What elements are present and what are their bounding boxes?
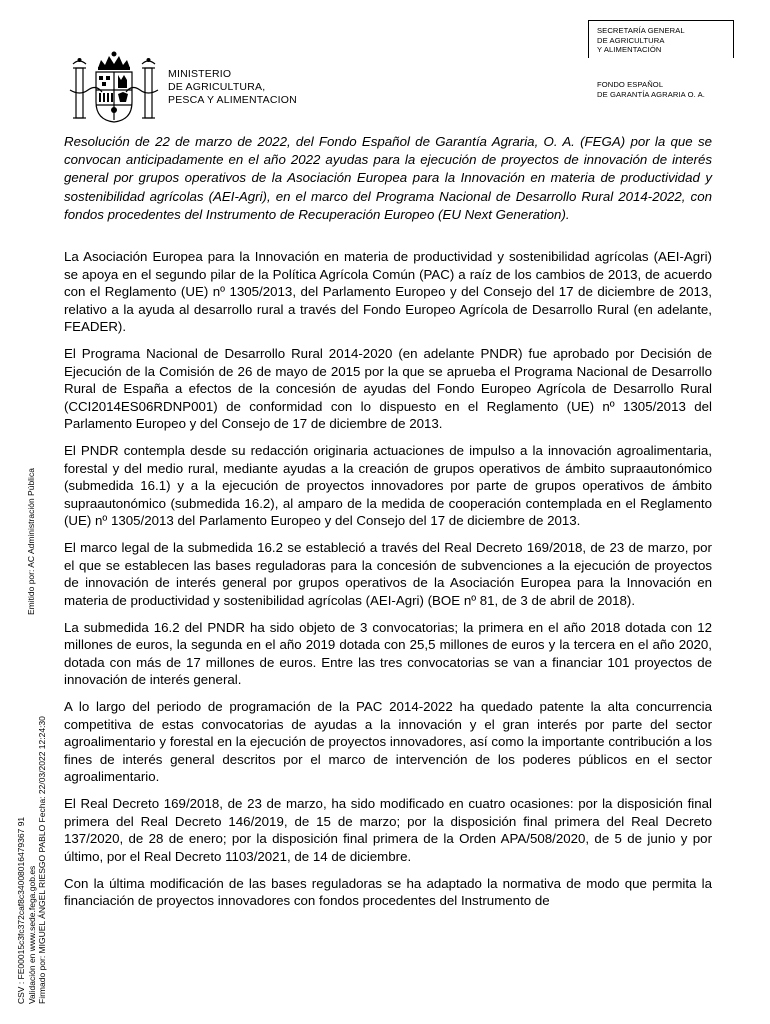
body-paragraph: Con la última modificación de las bases reguladoras se ha adaptado la normativa de modo que permita la financiación de proyectos innovadores con fondos procedentes del Instrumento de — [64, 875, 712, 908]
body-paragraph: El Real Decreto 169/2018, de 23 de marzo, ha sido modificado en cuatro ocasiones: por la disposición final primera del Real Decreto 146/2019, de 15 de marzo; por la disposición final primera del Real Decreto 137/2020, de 28 de enero; por la disposición final primera de la Orden APA/508/2020, de 5 de junio y por último, por el Real Decreto 1103/2021, de 14 de diciembre. — [64, 796, 712, 864]
secretaria-line: Y ALIMENTACIÓN — [597, 45, 662, 54]
ministry-line: PESCA Y ALIMENTACION — [168, 94, 297, 106]
secretaria-general-box — [588, 20, 734, 58]
csv-line: CSV : FE00015c3fc372caf8c34008016479367 91 — [16, 816, 26, 1004]
signed-by-line: Firmado por: MIGUEL ÁNGEL RIESGO PABLO Fecha: 22/03/2022 12:24:30 — [37, 716, 47, 1004]
fega-line: FONDO ESPAÑOL — [597, 80, 664, 89]
fega-line: DE GARANTÍA AGRARIA O. A. — [597, 90, 705, 99]
body-paragraph: El marco legal de la submedida 16.2 se estableció a través del Real Decreto 169/2018, de 23 de marzo, por el que se establecen las bases reguladoras para la concesión de subvenciones a la ejecución de proyectos de innovación de interés general por grupos operativos de la Asociación Europea para la Innovación en materia de productividad y sostenibilidad agrícolas (AEI-Agri) (BOE nº 81, de 3 de abril de 2018). — [64, 540, 712, 608]
secretaria-line: DE AGRICULTURA — [597, 35, 665, 45]
fega-name — [597, 80, 705, 100]
signature-margin-text — [16, 716, 48, 1004]
body-paragraph: El PNDR contempla desde su redacción originaria actuaciones de impulso a la innovación agroalimentaria, forestal y del medio rural, mediante ayudas a la creación de grupos operativos de ámbito supraautonómico (submedida 16.1) y a la ejecución de proyectos innovadores por parte de grupos operativos de ámbito supraautonómico (submedida 16.2), al amparo de la medida de cooperación contemplada en el Reglamento (UE) nº 1305/2013 del Parlamento Europeo y del Consejo del 17 de diciembre de 2013. — [64, 443, 712, 528]
ministry-name — [168, 68, 297, 107]
secretaria-line: SECRETARÍA GENERAL — [597, 26, 685, 35]
body-paragraph: La Asociación Europea para la Innovación en materia de productividad y sostenibilidad agrícolas (AEI-Agri) se apoya en el segundo pilar de la Política Agrícola Común (PAC) a raíz de los cambios de 2013, de acuerdo con el Reglamento (UE) nº 1305/2013, del Parlamento Europeo y del Consejo del 17 de diciembre de 2013, relativo a la ayuda al desarrollo rural a través del Fondo Europeo Agrícola de Desarrollo Rural (en adelante, FEADER). — [64, 249, 712, 334]
resolution-title: Resolución de 22 de marzo de 2022, del Fondo Español de Garantía Agraria, O. A. (FEGA) por la que se convocan anticipadamente en el año 2022 ayudas para la ejecución de proyectos de innovación de interés general por grupos operativos de la Asociación Europea para la Innovación en materia de productividad y sostenibilidad agrícolas (AEI-Agri), en el marco del Programa Nacional de Desarrollo Rural 2014-2022, con fondos procedentes del Instrumento de Recuperación Europeo (EU Next Generation). — [64, 134, 712, 222]
document-body — [64, 248, 712, 919]
ministry-line: MINISTERIO — [168, 68, 232, 80]
emitted-by-margin-text: Emitido por: AC Administración Pública — [26, 468, 36, 615]
validation-line: Validación en www.sede.fega.gob.es — [26, 865, 37, 1004]
body-paragraph: El Programa Nacional de Desarrollo Rural 2014-2020 (en adelante PNDR) fue aprobado por Decisión de Ejecución de la Comisión de 26 de mayo de 2015 por la que se aprueba el Programa Nacional de Desarrollo Rural de España a efectos de la concesión de ayudas del Fondo Europeo Agrícola de Desarrollo Rural (CCI2014ES06RDNP001) de conformidad con lo dispuesto en el Reglamento (UE) nº 1305/2013 del Parlamento Europeo y del Consejo de 17 de diciembre de 2013. — [64, 346, 712, 431]
body-paragraph: A lo largo del periodo de programación de la PAC 2014-2022 ha quedado patente la alta concurrencia competitiva de estas convocatorias de ayudas a la innovación y el gran interés por parte del sector agroalimentario y forestal en la ejecución de proyectos innovadores, así como la importante contribución a los fines de interés general descritos por el marco de intervención de los poderes públicos en el sector agroalimentario. — [64, 699, 712, 784]
spain-coat-of-arms-icon — [68, 50, 160, 126]
body-paragraph: La submedida 16.2 del PNDR ha sido objeto de 3 convocatorias; la primera en el año 2018 dotada con 12 millones de euros, la segunda en el año 2019 dotada con 25,5 millones de euros y la tercera en el año 2020, dotada con más de 17 millones de euros. Entre las tres convocatorias se van a financiar 101 proyectos de innovación de interés general. — [64, 619, 712, 687]
ministry-line: DE AGRICULTURA, — [168, 81, 266, 93]
